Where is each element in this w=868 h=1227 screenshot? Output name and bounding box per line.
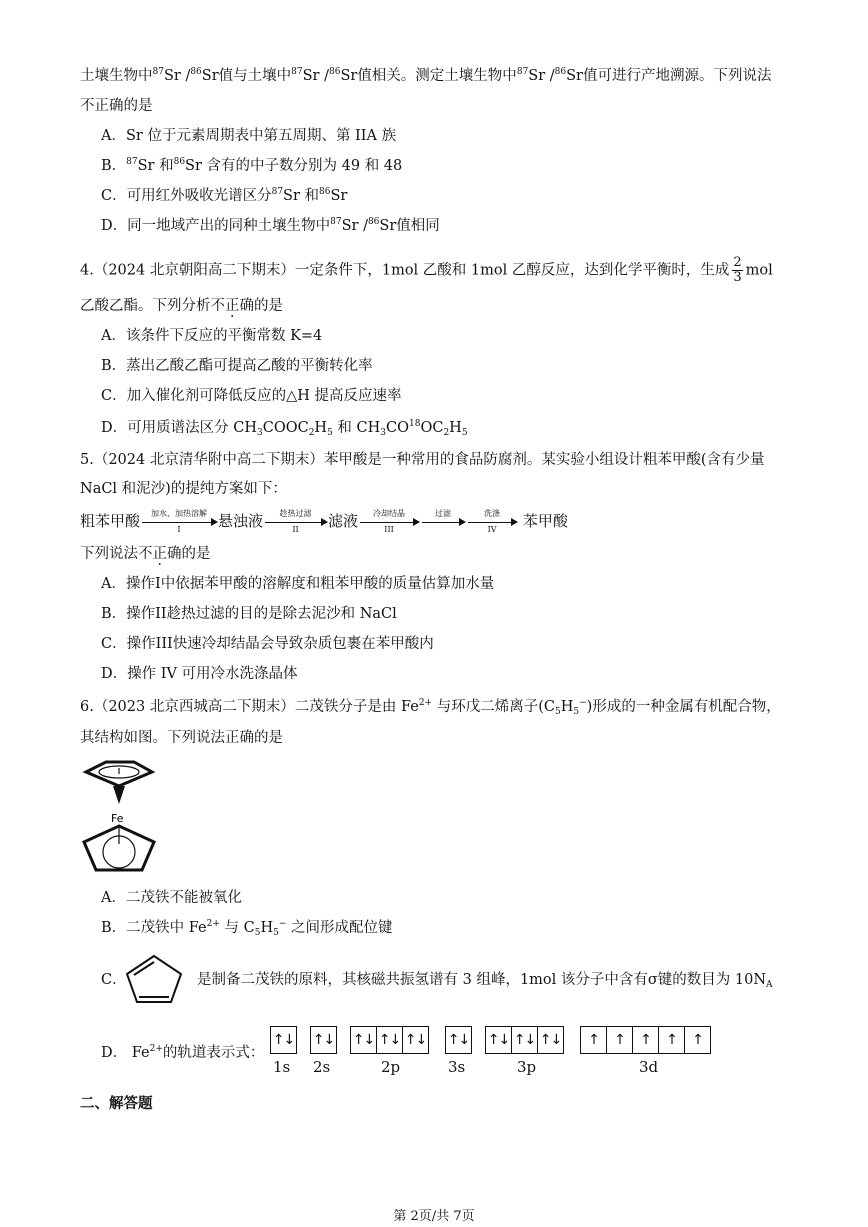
- orbital-label-2s: 2s: [313, 1058, 331, 1076]
- q3-option-d: D．同一地域产出的同种土壤生物中$^{87}$Sr /$^{86}$Sr值相同: [101, 217, 440, 234]
- flow-arrow-1: 加水、加热溶解 I: [140, 512, 218, 532]
- cyclopentadiene-structure: [124, 953, 184, 1005]
- emphasis-dotted: 不正确: [210, 298, 254, 314]
- flow-arrow-5: 洗涤 IV: [466, 512, 518, 532]
- q5-flowchart: 粗苯甲酸 加水、加热溶解 I 悬浊液 趁热过滤 II 滤液 冷却结晶 III 过滤 洗涤 IV 苯甲酸: [80, 509, 568, 534]
- flow-arrow-2: 趁热过滤 II: [263, 512, 328, 532]
- fraction-two-thirds: $\frac{2}{3}$: [733, 255, 742, 285]
- q6-option-c: C．: [101, 972, 127, 988]
- ferrocene-structure-diagram: [76, 758, 162, 874]
- orbital-3p: ↑↓ ↑↓ ↑↓: [485, 1026, 564, 1054]
- orbital-label-3p: 3p: [517, 1058, 537, 1076]
- q5-question: 下列说法不正确的是: [80, 546, 211, 562]
- q4-option-a: A．该条件下反应的平衡常数 K=4: [101, 328, 323, 344]
- q5-option-a: A．操作I中依据苯甲酸的溶解度和粗苯甲酸的质量估算加水量: [101, 576, 495, 592]
- q5-option-d: D．操作 IV 可用冷水洗涤晶体: [101, 666, 298, 682]
- q4-stem-line1: 4.（2024 北京朝阳高二下期末）一定条件下，1mol 乙酸和 1mol 乙醇反应，达到化学平衡时，生成 $\frac{2}{3}$ mol: [80, 255, 773, 285]
- page-footer: 第 2页/共 7页: [393, 1209, 475, 1224]
- section-heading: 二、解答题: [80, 1096, 153, 1112]
- q6-stem-line1: 6.（2023 北京西城高二下期末）二茂铁分子是由 $Fe^{2+}$ 与环戊二烯离子$(C_5H_5^-)$形成的一种金属有机配合物，: [80, 698, 781, 717]
- orbital-2p: ↑↓ ↑↓ ↑↓: [350, 1026, 429, 1054]
- orbital-label-3d: 3d: [639, 1058, 659, 1076]
- q3-option-a: A．Sr 位于元素周期表中第五周期、第 IIA 族: [101, 128, 397, 144]
- fe-atom-label: Fe: [111, 812, 124, 825]
- q6-option-d: D． $Fe^{2+}$的轨道表示式：: [101, 1044, 265, 1061]
- q6-option-b: B．二茂铁中 $Fe^{2+}$ 与 $C_5H_5^-$ 之间形成配位键: [101, 919, 393, 938]
- q4-option-d: D．可用质谱法区分 $CH_3COOC_2H_5$ 和 $CH_3CO^{18}OC_2H_5$: [101, 419, 468, 438]
- orbital-3s: ↑↓: [445, 1026, 472, 1054]
- orbital-label-2p: 2p: [381, 1058, 401, 1076]
- orbital-label-1s: 1s: [273, 1058, 291, 1076]
- q5-option-b: B．操作II趁热过滤的目的是除去泥沙和 NaCl: [101, 606, 397, 622]
- q5-stem-line1: 5.（2024 北京清华附中高二下期末）苯甲酸是一种常用的食品防腐剂。某实验小组设计粗苯甲酸(含有少量: [80, 452, 765, 468]
- q6-stem-line2: 其结构如图。下列说法正确的是: [80, 730, 283, 746]
- emphasis-dotted: 不正确: [138, 546, 182, 562]
- q5-stem-line2: NaCl 和泥沙)的提纯方案如下：: [80, 481, 287, 497]
- orbital-1s: ↑↓: [270, 1026, 297, 1054]
- q5-option-c: C．操作III快速冷却结晶会导致杂质包裹在苯甲酸内: [101, 636, 434, 652]
- orbital-3d: ↑ ↑ ↑ ↑ ↑: [580, 1026, 711, 1054]
- q4-stem-line2: 乙酸乙酯。下列分析不正确的是: [80, 298, 283, 314]
- flow-arrow-4: 过滤: [420, 512, 466, 532]
- flow-arrow-3: 冷却结晶 III: [358, 512, 420, 532]
- q6-option-c-text: 是制备二茂铁的原料，其核磁共振氢谱有 3 组峰，1mol 该分子中含有σ键的数目为 $10N_A$: [197, 972, 773, 990]
- orbital-2s: ↑↓: [310, 1026, 337, 1054]
- q6-option-a: A．二茂铁不能被氧化: [101, 890, 242, 906]
- q3-stem-line2: 不正确的是: [80, 98, 153, 114]
- q3-option-c: C．可用红外吸收光谱区分$^{87}$Sr 和$^{86}$Sr: [101, 187, 348, 204]
- q3-option-b: B．$^{87}$Sr 和$^{86}$Sr 含有的中子数分别为 49 和 48: [101, 157, 403, 174]
- q4-option-b: B．蒸出乙酸乙酯可提高乙酸的平衡转化率: [101, 358, 373, 374]
- q4-option-c: C．加入催化剂可降低反应的△H 提高反应速率: [101, 388, 402, 404]
- q3-stem-line1: 土壤生物中$^{87}$Sr /$^{86}$Sr值与土壤中$^{87}$Sr /$^{86}$Sr值相关。测定土壤生物中$^{87}$Sr /$^{86}$Sr值可进行产地溯源。下列说法: [80, 67, 772, 84]
- orbital-label-3s: 3s: [448, 1058, 466, 1076]
